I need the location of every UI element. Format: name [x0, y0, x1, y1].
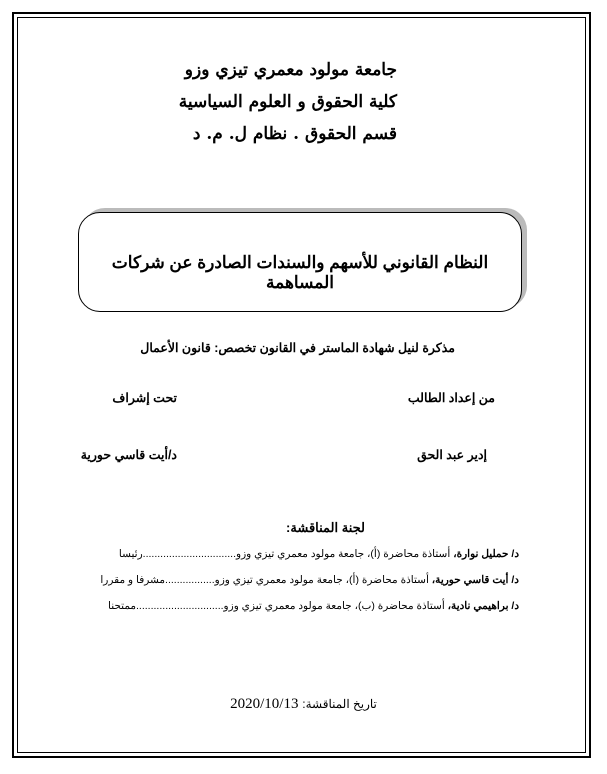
title-box — [78, 212, 522, 312]
thesis-title: النظام القانوني للأسهم والسندات الصادرة عن شركات المساهمة — [111, 253, 489, 292]
faculty-name: كلية الحقوق و العلوم السياسية — [178, 92, 397, 112]
defense-date — [0, 696, 607, 713]
supervisor-name: د/أيت قاسي حورية — [80, 448, 177, 462]
student-name: إدير عبد الحق — [417, 448, 487, 462]
committee-heading: لجنة المناقشة: — [286, 520, 365, 535]
degree-subtitle: مذكرة لنيل شهادة الماستر في القانون تخصص: قانون الأعمال — [140, 341, 455, 355]
defense-date-value: 2020/10/13 — [230, 696, 299, 712]
committee-member: د/ حمليل نوارة، أستاذة محاضرة (أ)، جامعة مولود معمري تيزي وزو................................رئيسا — [118, 548, 519, 560]
university-name: جامعة مولود معمري تيزي وزو — [184, 60, 397, 80]
committee-member: د/ أيت قاسي حورية، أستاذة محاضرة (أ)، جامعة مولود معمري تيزي وزو.................مشرفا و مقررا — [100, 574, 519, 586]
committee-member: د/ براهيمي نادية، أستاذة محاضرة (ب)، جامعة مولود معمري تيزي وزو..............................ممتحنا — [108, 600, 519, 612]
supervisor-label: تحت إشراف — [112, 391, 177, 405]
department-name: قسم الحقوق . نظام ل. م. د — [192, 124, 397, 144]
defense-date-label: تاريخ المناقشة: — [302, 697, 377, 711]
student-label: من إعداد الطالب — [407, 391, 495, 405]
